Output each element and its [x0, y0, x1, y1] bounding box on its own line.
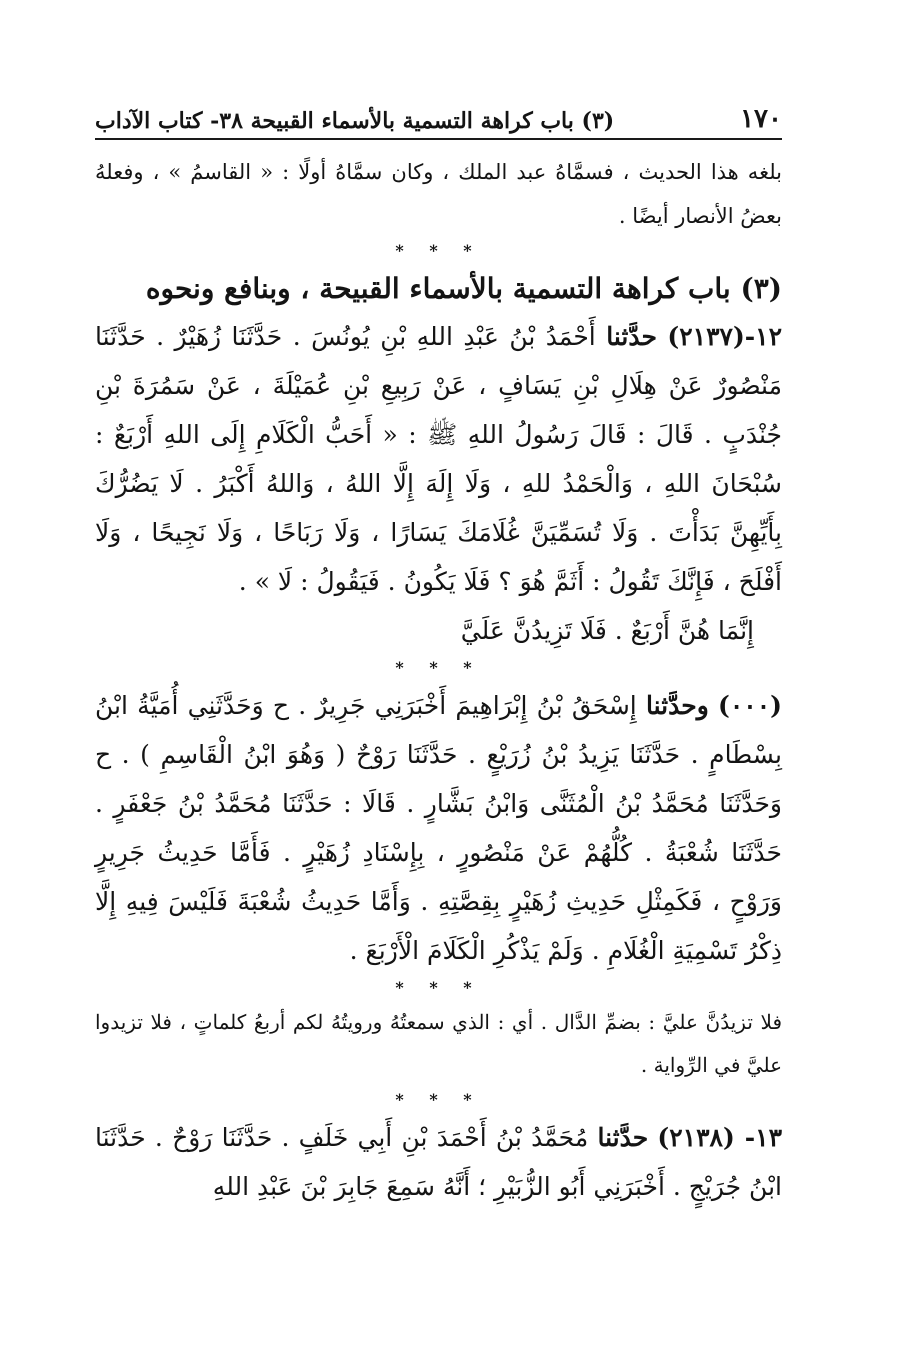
section-separator: * * * [395, 658, 482, 677]
hadith-number: ١٢-(٢١٣٧) [667, 322, 783, 351]
hadith-2137 [95, 312, 782, 606]
hadith-opening: حدَّثنا [606, 322, 657, 351]
section-separator: * * * [395, 978, 482, 997]
running-title: (٣) باب كراهة التسمية بالأسماء القبيحة ٣٨- كتاب الآداب [95, 108, 615, 134]
explanatory-note: فلا تزيدُنَّ عليَّ : بضمِّ الدَّال . أي : الذي سمعتُهُ ورويتُهُ لكم أربعُ كلماتٍ ، فلا تزيدوا عليَّ في الرِّواية . [95, 1010, 782, 1077]
hadith-2138 [95, 1113, 782, 1211]
page-body [95, 150, 782, 1211]
hadith-000 [95, 681, 782, 975]
hadith-opening: حدَّثنا [597, 1123, 649, 1152]
section-separator: * * * [395, 1090, 482, 1109]
hadith-text: إِسْحَقُ بْنُ إِبْرَاهِيمَ أَخْبَرَنِي جَرِيرٌ . ح وَحَدَّثَنِي أُمَيَّةُ ابْنُ بِسْطَامٍ . حَدَّثَنَا يَزِيدُ بْنُ زُرَيْعٍ . حَدَّثَنَا رَوْحٌ ( وَهُوَ ابْنُ الْقَاسِمِ ) . ح وَحَدَّثَنَا مُحَمَّدُ بْنُ الْمُثَنَّى وَابْنُ بَشَّارٍ . قَالَا : حَدَّثَنَا مُحَمَّدُ بْنُ جَعْفَرٍ . حَدَّثَنَا شُعْبَةُ . كُلُّهُمْ عَنْ مَنْصُورٍ ، بِإِسْنَادِ زُهَيْرٍ . فَأَمَّا حَدِيثُ جَرِيرٍ وَرَوْحٍ ، فَكَمِثْلِ حَدِيثِ زُهَيْرٍ بِقِصَّتِهِ . وَأَمَّا حَدِيثُ شُعْبَةَ فَلَيْسَ فِيهِ إِلَّا ذِكْرُ تَسْمِيَةِ الْغُلَامِ . وَلَمْ يَذْكُرِ الْكَلَامَ الْأَرْبَعَ . [95, 691, 782, 965]
page-header [95, 98, 782, 140]
section-separator: * * * [395, 241, 482, 260]
hadith-text: مُحَمَّدُ بْنُ أَحْمَدَ بْنِ أَبِي خَلَفٍ . حَدَّثَنَا رَوْحٌ . حَدَّثَنَا ابْنُ جُرَيْجٍ . أَخْبَرَنِي أَبُو الزُّبَيْرِ ؛ أَنَّهُ سَمِعَ جَابِرَ بْنَ عَبْدِ اللهِ [95, 1123, 782, 1201]
hadith-opening: وحدَّثنا [646, 691, 709, 720]
hadith-number: ١٣- (٢١٣٨) [657, 1123, 782, 1152]
page-number: ١٧٠ [740, 104, 782, 134]
hadith-number: (٠٠٠) [718, 691, 782, 720]
intro-paragraph: بلغه هذا الحديث ، فسمَّاهُ عبد الملك ، وكان سمَّاهُ أولًا : « القاسمُ » ، وفعلهُ بعضُ الأنصار أيضًا . [95, 160, 782, 228]
hadith-text: أَحْمَدُ بْنُ عَبْدِ اللهِ بْنِ يُونُسَ . حَدَّثَنَا زُهَيْرٌ . حَدَّثَنَا مَنْصُورٌ عَنْ هِلَالِ بْنِ يَسَافٍ ، عَنْ رَبِيعِ بْنِ عُمَيْلَةَ ، عَنْ سَمُرَةَ بْنِ جُنْدَبٍ . قَالَ : قَالَ رَسُولُ اللهِ ﷺ : « أَحَبُّ الْكَلَامِ إِلَى اللهِ أَرْبَعٌ : سُبْحَانَ اللهِ ، وَالْحَمْدُ للهِ ، وَلَا إِلَهَ إِلَّا اللهُ ، وَاللهُ أَكْبَرُ . لَا يَضُرُّكَ بِأَيِّهِنَّ بَدَأْتَ . وَلَا تُسَمِّيَنَّ غُلَامَكَ يَسَارًا ، وَلَا رَبَاحًا ، وَلَا نَجِيحًا ، وَلَا أَفْلَحَ ، فَإِنَّكَ تَقُولُ : أَثَمَّ هُوَ ؟ فَلَا يَكُونُ . فَيَقُولُ : لَا » . [95, 322, 782, 596]
chapter-heading: (٣) باب كراهة التسمية بالأسماء القبيحة ، وبنافع ونحوه [145, 272, 782, 305]
hadith-continuation: إِنَّمَا هُنَّ أَرْبَعٌ . فَلَا تَزِيدُنَّ عَلَيَّ [460, 616, 754, 645]
